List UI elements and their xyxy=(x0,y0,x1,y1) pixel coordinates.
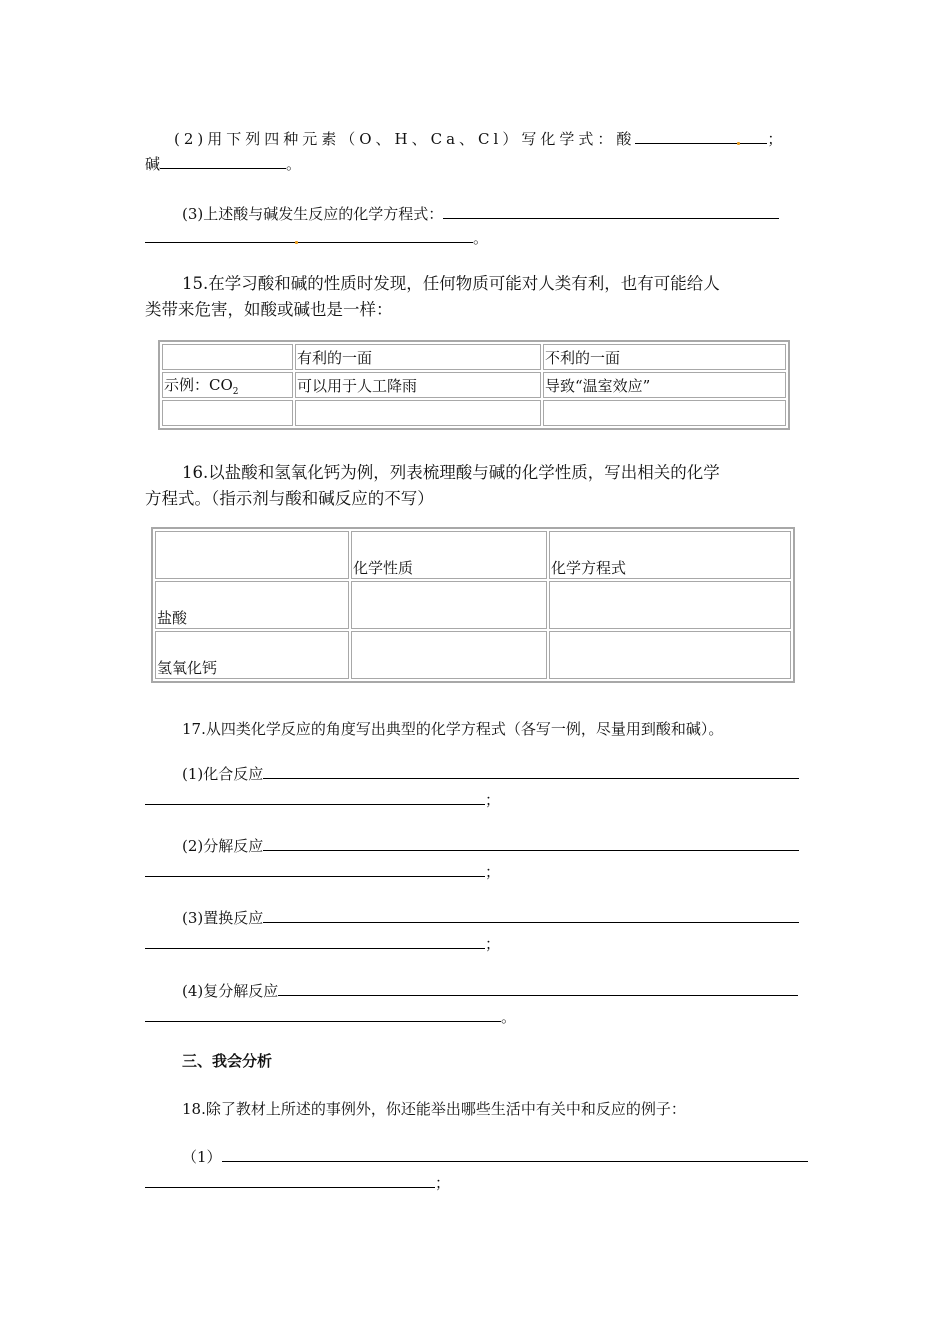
q14-part3 xyxy=(182,203,779,224)
answer-blank[interactable] xyxy=(145,1173,435,1188)
q17-item-4-cont xyxy=(145,1006,516,1027)
q18-item-1-cont xyxy=(145,1172,450,1193)
q15-line2: 类带来危害，如酸或碱也是一样： xyxy=(145,300,393,319)
equation-blank-line1[interactable] xyxy=(443,204,779,219)
base-formula-blank[interactable] xyxy=(160,154,286,169)
table-header-cell: 有利的一面 xyxy=(295,344,541,370)
table-row xyxy=(155,531,791,579)
table-cell: 氢氧化钙 xyxy=(155,631,349,679)
q14-part2 xyxy=(174,128,782,149)
table-cell[interactable] xyxy=(543,400,786,426)
q17-item-3 xyxy=(182,907,799,928)
q14-part2-line2 xyxy=(145,153,301,174)
answer-blank[interactable] xyxy=(145,862,485,877)
semicolon: ； xyxy=(435,1174,451,1192)
q16-line1: 16.以盐酸和氢氧化钙为例，列表梳理酸与碱的化学性质，写出相关的化学 xyxy=(182,463,720,482)
q18-text: 18.除了教材上所述的事例外，你还能举出哪些生活中有关中和反应的例子： xyxy=(182,1100,686,1118)
equation-blank-line2[interactable] xyxy=(145,228,473,243)
answer-blank[interactable] xyxy=(278,981,798,996)
q15-line1: 15.在学习酸和碱的性质时发现，任何物质可能对人类有利，也有可能给人 xyxy=(182,274,720,293)
table-row xyxy=(155,631,791,679)
table-cell[interactable] xyxy=(351,581,547,629)
q17-item-2 xyxy=(182,835,799,856)
q17-item-label: (4)复分解反应 xyxy=(182,982,279,1000)
table-cell[interactable] xyxy=(295,400,541,426)
q17-intro: 17.从四类化学反应的角度写出典型的化学方程式（各写一例，尽量用到酸和碱）。 xyxy=(182,720,724,738)
q14-part2-sep: ； xyxy=(767,130,783,148)
table-cell[interactable] xyxy=(155,531,349,579)
q17-item-1-cont xyxy=(145,789,500,810)
semicolon: ； xyxy=(485,863,501,881)
q14-part3-line2 xyxy=(145,227,488,248)
table-row xyxy=(162,344,786,370)
q17-item-2-cont xyxy=(145,861,500,882)
answer-blank[interactable] xyxy=(222,1147,808,1162)
table-row xyxy=(162,400,786,426)
base-label: 碱 xyxy=(145,155,161,173)
answer-blank[interactable] xyxy=(145,790,485,805)
table-row xyxy=(162,372,786,398)
table-cell: 可以用于人工降雨 xyxy=(295,372,541,398)
table-cell[interactable] xyxy=(549,581,791,629)
answer-blank[interactable] xyxy=(145,1007,501,1022)
q15-table xyxy=(158,340,790,430)
answer-blank[interactable] xyxy=(263,908,799,923)
q17-item-label: (1)化合反应 xyxy=(182,765,264,783)
answer-blank[interactable] xyxy=(145,934,485,949)
section-title: 三、我会分析 xyxy=(182,1052,273,1070)
table-cell: 示例：$CO_2$ xyxy=(162,372,293,398)
table-cell[interactable] xyxy=(549,631,791,679)
semicolon: ； xyxy=(485,791,501,809)
table-cell[interactable] xyxy=(351,631,547,679)
q18-item-1 xyxy=(182,1146,808,1167)
q16-table xyxy=(151,527,795,683)
semicolon: ； xyxy=(485,935,501,953)
q16-line2: 方程式。（指示剂与酸和碱反应的不写） xyxy=(145,489,434,508)
period: 。 xyxy=(501,1008,517,1026)
table-cell[interactable] xyxy=(162,400,293,426)
q17-item-1 xyxy=(182,763,799,784)
q17-item-label: (3)置换反应 xyxy=(182,909,264,927)
q14-part3-period: 。 xyxy=(473,229,489,247)
q14-part3-text: (3)上述酸与碱发生反应的化学方程式： xyxy=(182,205,444,223)
q18-item-label: （1） xyxy=(182,1148,222,1166)
answer-blank[interactable] xyxy=(263,764,799,779)
table-cell: 盐酸 xyxy=(155,581,349,629)
table-cell: 导致“温室效应” xyxy=(543,372,786,398)
acid-formula-blank[interactable] xyxy=(635,129,767,144)
table-header-cell: 不利的一面 xyxy=(543,344,786,370)
table-row xyxy=(155,581,791,629)
table-header-cell: 化学性质 xyxy=(351,531,547,579)
q14-part2-period: 。 xyxy=(286,155,302,173)
q14-part2-text: (2)用下列四种元素（O、H、Ca、Cl）写化学式：酸 xyxy=(174,130,636,148)
table-header-cell: 化学方程式 xyxy=(549,531,791,579)
q17-item-3-cont xyxy=(145,933,500,954)
table-cell[interactable] xyxy=(162,344,293,370)
q17-item-label: (2)分解反应 xyxy=(182,837,264,855)
answer-blank[interactable] xyxy=(263,836,799,851)
q17-item-4 xyxy=(182,980,798,1001)
